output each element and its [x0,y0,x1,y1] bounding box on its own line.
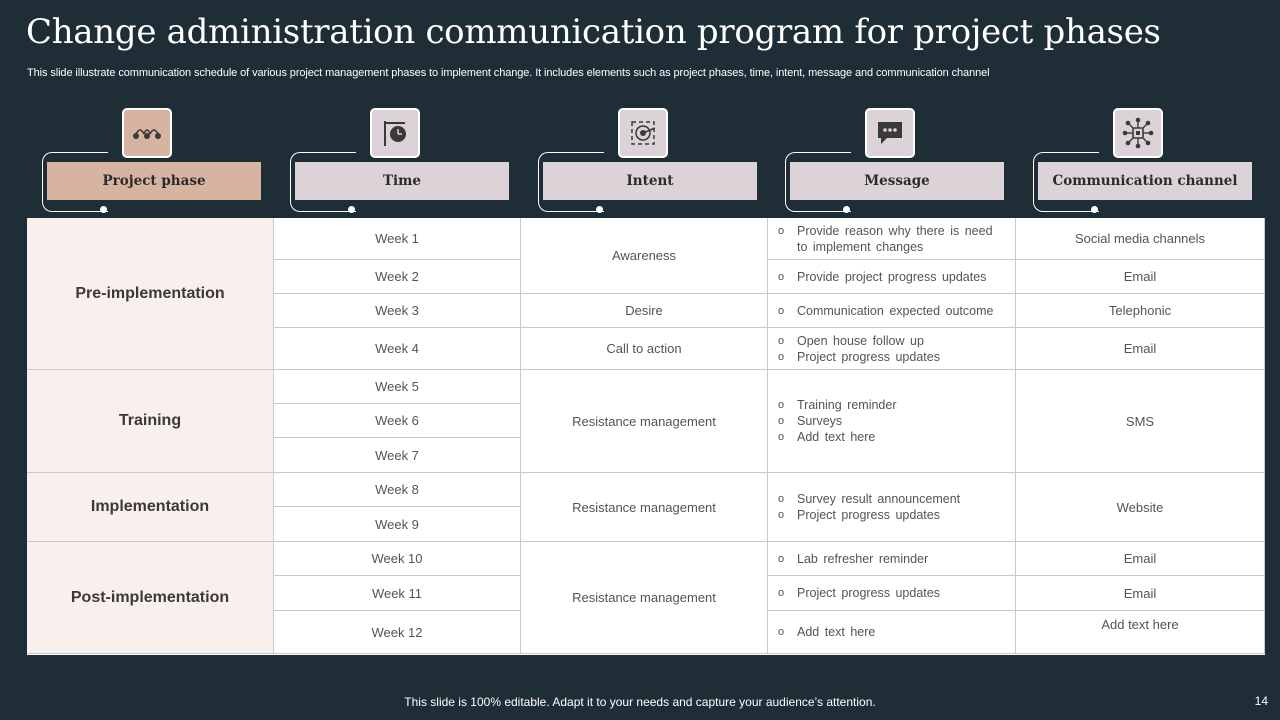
message-text: Project progress updates [797,586,940,600]
header-intent [538,108,758,218]
speech-bubble-icon [865,108,915,158]
header-message [785,108,1005,218]
bullet-marker: o [778,509,785,521]
intent-cell: Resistance management [521,370,768,473]
header-bracket-dot [596,206,603,213]
slide-title: Change administration communication program for project phases [26,12,1161,52]
message-cell [768,370,1016,473]
week-cell: Week 2 [274,260,521,294]
week-cell: Week 9 [274,507,521,542]
message-item [778,585,940,601]
intent-cell: Resistance management [521,473,768,542]
bullet-marker: o [778,334,785,347]
phase-cell: Pre-implementation [27,218,274,370]
message-text: Survey result announcement [797,492,961,506]
message-item [778,269,986,285]
header-time [290,108,510,218]
message-item [778,551,928,567]
week-cell: Week 11 [274,576,521,611]
message-item [778,333,940,349]
channel-cell: Social media channels [1016,218,1265,260]
channel-cell: Website [1016,473,1265,542]
bullet-marker: o [778,415,785,427]
message-text: Project progress updates [797,349,940,364]
channel-cell: Email [1016,328,1265,370]
channel-cell: Telephonic [1016,294,1265,328]
message-item [778,413,897,429]
message-item [778,624,875,640]
header-communication-channel [1033,108,1253,218]
message-text: Lab refresher reminder [797,551,929,566]
bullet-marker: o [778,399,785,411]
header-label: Communication channel [1038,162,1252,200]
message-text: Add text here [797,625,876,639]
week-cell: Week 6 [274,404,521,438]
header-label: Project phase [47,162,261,200]
bullet-marker: o [778,224,785,237]
header-label: Time [295,162,509,200]
message-item [778,429,897,445]
footer-note: This slide is 100% editable. Adapt it to your needs and capture your audience’s attention. [404,695,876,709]
message-cell [768,328,1016,370]
message-text: Communication expected outcome [797,303,994,318]
message-list [778,333,940,365]
phase-cell: Post-implementation [27,542,274,654]
message-text: Provide reason why there is need to implement changes [797,223,993,254]
bullet-marker: o [778,431,785,443]
message-cell [768,542,1016,576]
week-cell: Week 12 [274,611,521,654]
channel-cell: Email [1016,576,1265,611]
header-label: Message [790,162,1004,200]
bullet-marker: o [778,270,785,283]
bullet-marker: o [778,493,785,505]
message-cell [768,611,1016,654]
channel-cell: Add text here [1016,611,1265,654]
week-cell: Week 3 [274,294,521,328]
message-list [778,397,897,445]
message-list [778,223,1007,255]
message-list [778,491,960,523]
page-number: 14 [1254,694,1268,708]
target-icon [618,108,668,158]
message-item [778,349,940,365]
message-cell [768,218,1016,260]
message-list [778,303,993,319]
week-cell: Week 5 [274,370,521,404]
week-cell: Week 7 [274,438,521,473]
channel-cell: Email [1016,542,1265,576]
phase-cell: Implementation [27,473,274,542]
week-cell: Week 1 [274,218,521,260]
week-cell: Week 8 [274,473,521,507]
channel-cell: Email [1016,260,1265,294]
message-text: Provide project progress updates [797,269,987,284]
bullet-marker: o [778,552,785,565]
header-bracket-dot [843,206,850,213]
message-list [778,269,986,285]
bullet-marker: o [778,350,785,363]
message-item [778,397,897,413]
message-text: Add text here [797,430,876,444]
header-project-phase [42,108,262,218]
phase-cell: Training [27,370,274,473]
message-cell [768,260,1016,294]
intent-cell: Resistance management [521,542,768,654]
message-item [778,491,960,507]
week-cell: Week 10 [274,542,521,576]
header-bracket-dot [100,206,107,213]
message-text: Surveys [797,414,843,428]
bullet-marker: o [778,587,785,599]
message-item [778,303,993,319]
network-hub-icon [1113,108,1163,158]
header-bracket-dot [348,206,355,213]
header-bracket-dot [1091,206,1098,213]
message-text: Project progress updates [797,508,940,522]
channel-cell: SMS [1016,370,1265,473]
bullet-marker: o [778,304,785,317]
header-label: Intent [543,162,757,200]
week-cell: Week 4 [274,328,521,370]
message-item [778,223,1007,255]
intent-cell: Desire [521,294,768,328]
message-list [778,624,875,640]
message-text: Training reminder [797,398,897,412]
message-list [778,585,940,601]
message-text: Open house follow up [797,333,924,348]
message-cell [768,294,1016,328]
people-network-icon [122,108,172,158]
slide-subtitle: This slide illustrate communication schedule of various project management phases to implement change. It includes elements such as project phases, time, intent, message and communication channel [27,67,990,79]
message-cell [768,473,1016,542]
bullet-marker: o [778,626,785,638]
message-item [778,507,960,523]
message-cell [768,576,1016,611]
clock-sign-icon [370,108,420,158]
message-list [778,551,928,567]
intent-cell: Awareness [521,218,768,294]
communication-table [27,218,1265,655]
intent-cell: Call to action [521,328,768,370]
